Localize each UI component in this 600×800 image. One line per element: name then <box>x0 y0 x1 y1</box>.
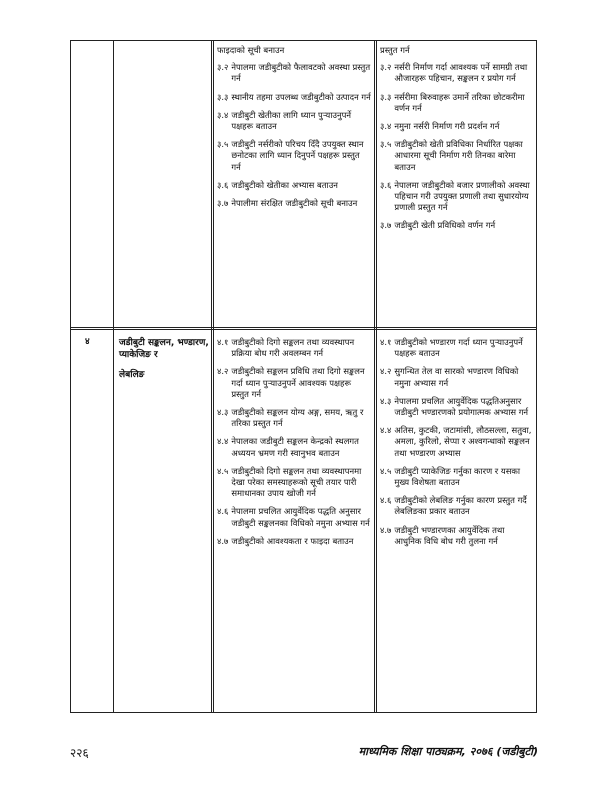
row4-title-main: जडीबुटी सङ्कलन, भण्डारण, प्याकेजिङ र <box>119 338 209 360</box>
list-item <box>217 62 371 84</box>
curriculum-table <box>70 40 537 713</box>
list-item <box>217 337 371 359</box>
prev-col4-list <box>380 62 534 231</box>
list-item <box>217 366 371 400</box>
list-item <box>380 495 534 517</box>
item-text: स्थानीय तहमा उपलब्ध जडीबुटीको उत्पादन गर्न <box>231 91 371 102</box>
list-item <box>217 198 371 209</box>
document-title: माध्यमिक शिक्षा पाठ्यक्रम, २०७६ (जडीबुटी) <box>358 745 538 758</box>
item-number: ३.७ <box>380 220 392 231</box>
prev-col4-top-line: प्रस्तुत गर्न <box>380 45 410 55</box>
item-number: ४.४ <box>217 436 229 447</box>
item-text: सुगन्धित तेल वा सारको भण्डारण विधिको नमुना अभ्यास गर्न <box>394 366 519 388</box>
list-item <box>380 425 534 459</box>
list-item <box>217 466 371 500</box>
column-divider-2 <box>211 41 214 712</box>
item-number: ३.६ <box>380 179 392 190</box>
item-number: ३.५ <box>217 139 229 150</box>
item-number: ४.२ <box>217 366 229 377</box>
row-divider <box>71 327 536 330</box>
row4-title <box>119 337 209 381</box>
item-number: ३.४ <box>217 109 229 120</box>
item-number: ४.७ <box>217 535 229 546</box>
item-number: ४.६ <box>217 506 229 517</box>
list-item <box>380 121 534 132</box>
item-text: जडीबुटीको दिगो सङ्कलन तथा व्यवस्थापन प्रक्रिया बोध गरी अवलम्बन गर्न <box>231 337 355 359</box>
item-text: जडीबुटीको दिगो सङ्कलन तथा व्यवस्थापनमा देखा परेका समस्याहरूको सूची तयार पारी समाधानका उपाय खोजी गर्न <box>231 465 362 499</box>
item-text: नेपालीमा संरक्षित जडीबुटीको सूची बनाउन <box>231 198 358 209</box>
list-item <box>380 180 534 214</box>
list-item <box>380 366 534 388</box>
list-item <box>217 92 371 103</box>
item-text: जडीबुटी खेतीका लागि ध्यान पुऱ्याउनुपर्ने पक्षहरू बताउन <box>231 109 352 132</box>
list-item <box>217 436 371 458</box>
item-number: ३.३ <box>217 91 229 102</box>
item-number: ३.२ <box>380 62 392 73</box>
item-text: जडीबुटीको भण्डारण गर्दा ध्यान पुऱ्याउनुपर्ने पक्षहरू बताउन <box>394 337 523 359</box>
item-number: ४.३ <box>380 395 392 406</box>
item-text: नर्सरीमा बिरुवाहरू उमार्ने तरिका छोटकरीमा वर्णन गर्न <box>394 91 525 113</box>
item-number: ४.१ <box>217 337 229 347</box>
list-item <box>380 337 534 359</box>
list-item <box>217 506 371 528</box>
item-text: अतिस, कुटकी, जटामांसी, लौठसल्ला, सतुवा, अमला, कुरिलो, सेप्पा र अश्वगन्धाको सङ्कलन तथा भण्डारण अभ्यास <box>394 425 532 458</box>
item-number: ३.७ <box>217 198 229 209</box>
prev-row-objectives-col <box>217 45 371 216</box>
list-item <box>380 466 534 488</box>
list-item <box>380 396 534 418</box>
list-item <box>217 110 371 132</box>
item-number: ४.४ <box>380 425 392 436</box>
item-number: ४.१ <box>380 337 392 347</box>
item-number: ४.५ <box>217 465 229 476</box>
item-number: ४.५ <box>380 465 392 476</box>
list-item <box>217 139 371 173</box>
page-number: २२६ <box>70 746 89 760</box>
item-text: जडीबुटी प्याकेजिङ गर्नुका कारण र यसका मुख्य विशेषता बताउन <box>394 465 521 488</box>
list-item <box>380 92 534 114</box>
list-item <box>380 525 534 547</box>
item-number: ३.२ <box>217 62 229 73</box>
item-number: ४.६ <box>380 495 392 506</box>
list-item <box>217 180 371 191</box>
list-item <box>380 220 534 231</box>
item-text: जडीबुटीको आवश्यकता र फाइदा बताउन <box>231 535 354 546</box>
item-text: नेपालमा जडीबुटीको फैलावटको अवस्था प्रस्तुत गर्न <box>231 62 371 84</box>
item-text: जडीबुटीको सङ्कलन योग्य अङ्ग, समय, ऋतु र तरिका प्रस्तुत गर्न <box>231 407 364 429</box>
column-divider-3 <box>374 41 377 712</box>
item-text: जडीबुटी नर्सरीको परिचय दिँदै उपयुक्त स्थान छनोटका लागि ध्यान दिनुपर्ने पक्षहरू प्रस्तुत गर्न <box>231 139 364 172</box>
column-divider-1 <box>113 41 114 712</box>
item-text: नेपालमा प्रचलित आयुर्वेदिक पद्धति अनुसार जडीबुटी सङ्कलनका विधिको नमुना अभ्यास गर्न <box>231 506 370 528</box>
row4-objectives-col <box>217 337 371 554</box>
item-number: ३.३ <box>380 91 392 102</box>
prev-col3-list <box>217 62 371 209</box>
item-text: जडीबुटीको सङ्कलन प्रविधि तथा दिगो सङ्कलन गर्दा ध्यान पुऱ्याउनुपर्ने आवश्यक पक्षहरू प्रस्तुत गर्न <box>231 366 365 399</box>
prev-col3-top-line: फाइदाको सूची बनाउन <box>217 45 285 55</box>
item-text: नमुना नर्सरी निर्माण गरी प्रदर्शन गर्न <box>394 121 500 132</box>
item-number: ४.२ <box>380 366 392 377</box>
item-number: ४.३ <box>217 407 229 418</box>
item-text: नेपालमा प्रचलित आयुर्वेदिक पद्धतिअनुसार जडीबुटी भण्डारणको प्रयोगात्मक अभ्यास गर्न <box>394 395 529 418</box>
item-text: जडीबुटीको लेबलिङ गर्नुका कारण प्रस्तुत गर्दै लेबलिङका प्रकार बताउन <box>394 495 527 517</box>
item-number: ३.६ <box>217 179 229 190</box>
row4-activities-col <box>380 337 534 554</box>
row4-col3-list <box>217 337 371 547</box>
row4-title-sub: लेबलिङ <box>119 370 145 380</box>
item-text: जडीबुटी खेती प्रविधिको वर्णन गर्न <box>394 220 496 231</box>
list-item <box>380 62 534 84</box>
prev-row-activities-col <box>380 45 534 239</box>
item-text: जडीबुटीको खेती प्रविधिका निर्धारित पक्षका आधारमा सूची निर्माण गरी तिनका बारेमा बताउन <box>394 139 523 172</box>
list-item <box>217 536 371 547</box>
item-text: जडीबुटी भण्डारणका आयुर्वेदिक तथा आधुनिक विधि बोध गरी तुलना गर्न <box>394 524 505 546</box>
list-item <box>380 139 534 173</box>
item-text: नेपालमा जडीबुटीको बजार प्रणालीको अवस्था पहिचान गरी उपयुक्त प्रणाली तथा सुधारयोग्य प्रणाली प्रस्तुत गर्न <box>394 179 530 213</box>
item-text: जडीबुटीको खेतीका अभ्यास बताउन <box>231 179 338 190</box>
item-text: नेपालका जडीबुटी सङ्कलन केन्द्रको स्थलगत अध्ययन भ्रमण गरी स्वानुभव बताउन <box>231 436 359 458</box>
item-number: ४.७ <box>380 524 392 535</box>
item-text: नर्सरी निर्माण गर्दा आवश्यक पर्ने सामग्री तथा औजारहरू पहिचान, सङ्कलन र प्रयोग गर्न <box>394 62 528 84</box>
item-number: ३.५ <box>380 139 392 150</box>
row4-serial-number: ४ <box>85 337 90 347</box>
item-number: ३.४ <box>380 121 392 132</box>
row4-col4-list <box>380 337 534 547</box>
list-item <box>217 407 371 429</box>
